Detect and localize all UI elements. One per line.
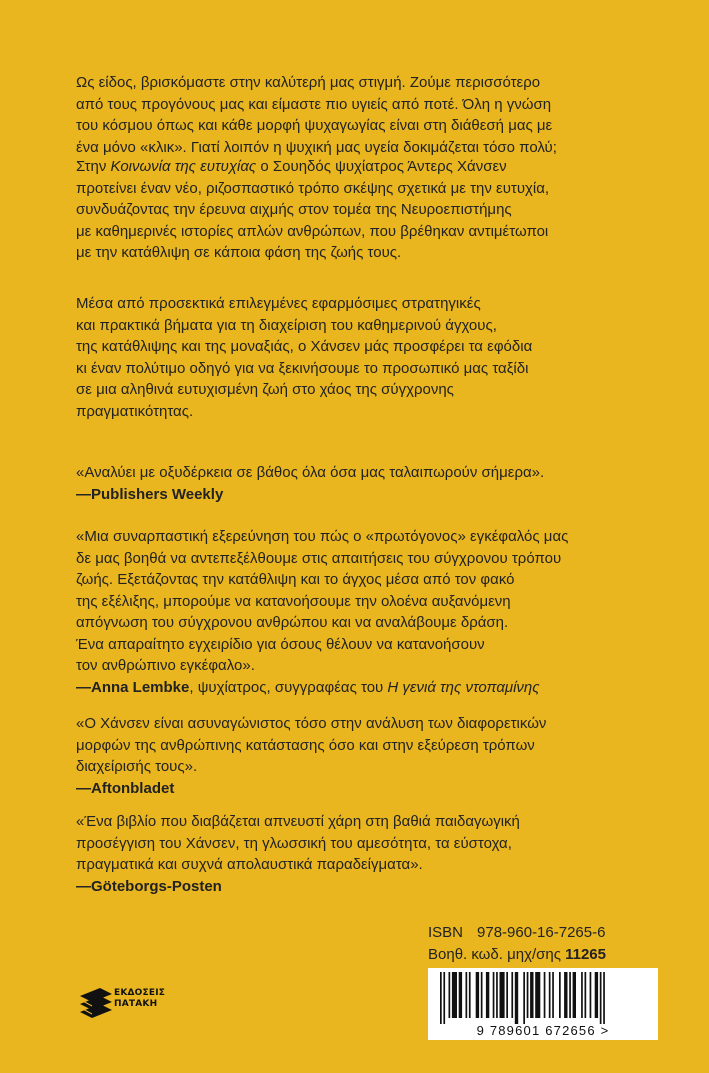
barcode-bar <box>585 972 587 1018</box>
barcode-bar <box>511 972 513 1018</box>
publisher-name-line2: ΠΑΤΑΚΗ <box>114 999 158 1009</box>
publisher-name-line1: ΕΚΔΟΣΕΙΣ <box>114 988 166 998</box>
quote-line: «Μια συναρπαστική εξερεύνηση του πώς ο «πρωτόγονος» εγκέφαλός μας <box>76 528 569 545</box>
barcode-bar <box>466 972 468 1018</box>
source-book-title: Η γενιά της ντοπαμίνης <box>387 678 540 696</box>
quote-source: —Publishers Weekly <box>76 485 224 503</box>
books-stack-icon <box>78 982 114 1022</box>
barcode-bar <box>600 972 602 1024</box>
quote-line: της εξέλιξης, μπορούμε να κατανοήσουμε την ολοένα αυξανόμενη <box>76 592 511 610</box>
text-line: του κόσμου όπως και κάθε μορφή ψυχαγωγίας είναι στη διάθεσή μας με <box>76 117 553 134</box>
strategies-paragraph <box>76 293 656 422</box>
barcode-bar <box>603 972 605 1024</box>
text-line: και πρακτικά βήματα για τη διαχείριση του καθημερινού άγχους, <box>76 316 497 334</box>
code-label: Βοηθ. κωδ. μηχ/σης <box>428 946 561 963</box>
quote-line: τον ανθρώπινο εγκέφαλο». <box>76 657 255 674</box>
barcode-bar <box>496 972 498 1018</box>
barcode-bar <box>552 972 554 1018</box>
text-line: σε μια αληθινά ευτυχισμένη ζωή στο χάος της σύγχρονης <box>76 381 454 398</box>
barcode-bar <box>590 972 592 1018</box>
barcode-bar <box>476 972 479 1018</box>
publisher-name <box>114 988 165 1010</box>
quote-source: —Göteborgs-Posten <box>76 877 222 895</box>
barcode-bar <box>544 972 546 1018</box>
isbn-line <box>428 922 658 944</box>
text-line: Ως είδος, βρισκόμαστε στην καλύτερή μας στιγμή. Ζούμε περισσότερο <box>76 74 541 91</box>
quote-line: προσέγγιση του Χάνσεν, τη γλωσσική του αμεσότητα, τα εύστοχα, <box>76 834 512 852</box>
code-value: 11265 <box>565 946 606 963</box>
barcode-bar <box>530 972 533 1018</box>
text-line: πραγματικότητας. <box>76 402 194 420</box>
quote-source: —Aftonbladet <box>76 779 175 797</box>
barcode-bar <box>559 972 561 1018</box>
quote-line: πραγματικά και συχνά απολαυστικά παραδείγματα». <box>76 856 423 873</box>
barcode-bar <box>500 972 505 1018</box>
barcode <box>428 968 658 1040</box>
text-line: Μέσα από προσεκτικά επιλεγμένες εφαρμόσιμες στρατηγικές <box>76 295 481 312</box>
barcode-bar <box>515 972 518 1024</box>
text-line: με καθημερινές ιστορίες απλών ανθρώπων, που βρέθηκαν αντιμέτωποι <box>76 222 549 240</box>
text-fragment: ο Σουηδός ψυχίατρος Άντερς Χάνσεν <box>256 158 507 175</box>
barcode-bar <box>564 972 567 1018</box>
text-line: κι έναν πολύτιμο οδηγό για να ξεκινήσουμε το προσωπικό μας ταξίδι <box>76 359 529 377</box>
code-line <box>428 944 658 966</box>
text-line: με την κατάθλιψη σε κάποια φάση της ζωής τους. <box>76 244 402 261</box>
quote-line: «Ο Χάνσεν είναι ασυναγώνιστος τόσο στην ανάλυση των διαφορετικών <box>76 715 547 732</box>
quote-line: διαχείρισής τους». <box>76 758 198 775</box>
barcode-bar <box>573 972 576 1018</box>
text-line: της κατάθλιψης και της μοναξιάς, ο Χάνσεν μάς προσφέρει τα εφόδια <box>76 338 533 355</box>
barcode-bar <box>449 972 451 1018</box>
text-line: ένα μόνο «κλικ». Γιατί λοιπόν η ψυχική μας υγεία δοκιμάζεται τόσο πολύ; <box>76 138 557 156</box>
review-quote-aftonbladet <box>76 713 656 799</box>
quote-line: μορφών της ανθρώπινης κατάστασης όσο και στην εξεύρεση τρόπων <box>76 736 535 754</box>
description-paragraph <box>76 156 656 264</box>
source-name: —Anna Lembke <box>76 678 190 696</box>
barcode-bar <box>595 972 598 1018</box>
text-line <box>76 156 656 178</box>
text-line: συνδυάζοντας την έρευνα αιχμής στον τομέα της Νευροεπιστήμης <box>76 201 512 218</box>
book-title: Κοινωνία της ευτυχίας <box>110 158 257 175</box>
barcode-bar <box>523 972 525 1024</box>
quote-line: ζωής. Εξετάζοντας την κατάθλιψη και το άγχος μέσα από τον φακό <box>76 571 515 588</box>
text-line: προτείνει έναν νέο, ριζοσπαστικό τρόπο σκέψης σχετικά με την ευτυχία, <box>76 179 550 197</box>
isbn-info <box>428 922 658 966</box>
barcode-bar <box>459 972 462 1018</box>
barcode-digits: 9 789601 672656 > <box>476 1023 610 1038</box>
intro-paragraph <box>76 72 656 158</box>
barcode-bar <box>493 972 495 1018</box>
text-line: από τους προγόνους μας και είμαστε πιο υγιείς από ποτέ. Όλη η γνώση <box>76 95 552 113</box>
barcode-graphic <box>428 968 658 1040</box>
source-description: , ψυχίατρος, συγγραφέας του <box>189 678 388 696</box>
quote-line: απόγνωση του σύγχρονου ανθρώπου και να αναλάβουμε δράση. <box>76 614 509 631</box>
barcode-bar <box>481 972 483 1018</box>
quote-source <box>76 677 656 699</box>
barcode-bar <box>443 972 445 1024</box>
barcode-bar <box>527 972 529 1018</box>
isbn-label: ISBN <box>428 924 464 941</box>
barcode-bar <box>452 972 457 1018</box>
barcode-bar <box>440 972 442 1024</box>
barcode-bar <box>581 972 583 1018</box>
barcode-bar <box>506 972 508 1018</box>
publisher-logo <box>78 978 166 1028</box>
barcode-bar <box>535 972 540 1018</box>
barcode-bar <box>486 972 489 1018</box>
quote-line: δε μας βοηθά να αντεπεξέλθουμε στις απαιτήσεις του σύγχρονου τρόπου <box>76 549 562 567</box>
isbn-value: 978-960-16-7265-6 <box>477 924 606 941</box>
review-quote-publishers-weekly <box>76 462 656 505</box>
barcode-bar <box>549 972 551 1018</box>
quote-line: «Ένα βιβλίο που διαβάζεται απνευστί χάρη στη βαθιά παιδαγωγική <box>76 813 520 830</box>
quote-line: «Αναλύει με οξυδέρκεια σε βάθος όλα όσα μας ταλαιπωρούν σήμερα». <box>76 464 545 481</box>
quote-line: Ένα απαραίτητο εγχειρίδιο για όσους θέλουν να κατανοήσουν <box>76 635 485 653</box>
barcode-bar <box>569 972 571 1018</box>
review-quote-anna-lembke <box>76 526 656 698</box>
barcode-bar <box>469 972 471 1018</box>
text-fragment: Στην <box>76 158 111 175</box>
review-quote-goteborgs-posten <box>76 811 656 897</box>
